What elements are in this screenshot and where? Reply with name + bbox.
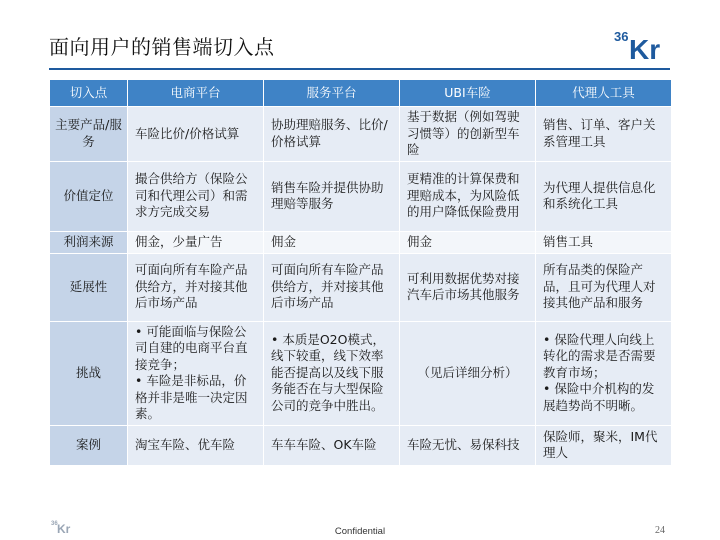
table-cell [400, 321, 536, 425]
table-cell: 销售工具 [536, 231, 672, 253]
table-cell: 车险无忧、易保科技 [400, 425, 536, 465]
table-row [50, 321, 672, 425]
table-row [50, 253, 672, 321]
column-header: 服务平台 [264, 80, 400, 107]
column-header: 电商平台 [128, 80, 264, 107]
confidential-label: Confidential [334, 526, 386, 537]
table-cell: 为代理人提供信息化和系统化工具 [536, 161, 672, 231]
footer-logo-digits: 36 [51, 521, 58, 527]
title-underline [49, 68, 670, 70]
table-cell: 佣金 [264, 231, 400, 253]
table-cell: 佣金 [400, 231, 536, 253]
row-label: 挑战 [50, 321, 128, 425]
challenge-point: （见后详细分析） [417, 364, 518, 380]
challenge-point: • 车险是非标品，价格并非是唯一决定因素。 [135, 373, 248, 421]
challenge-point: • 保险中介机构的发展趋势尚不明晰。 [543, 381, 655, 413]
table-row [50, 425, 672, 465]
table-cell: 保险师，聚米，IM代理人 [536, 425, 672, 465]
slide-title: 面向用户的销售端切入点 [49, 35, 275, 59]
table-cell [536, 321, 672, 425]
table-cell [128, 321, 264, 425]
table-cell: 所有品类的保险产品，且可为代理人对接其他产品和服务 [536, 253, 672, 321]
row-label: 价值定位 [50, 161, 128, 231]
column-header: 切入点 [50, 80, 128, 107]
table-cell [264, 321, 400, 425]
table-cell: 车车车险、OK车险 [264, 425, 400, 465]
row-label: 案例 [50, 425, 128, 465]
challenge-point: • 保险代理人向线上转化的需求是否需要教育市场； [543, 331, 656, 380]
table-cell: 销售、订单、客户关系管理工具 [536, 107, 672, 162]
table-cell: 协助理赔服务、比价/价格试算 [264, 107, 400, 162]
table-body [50, 107, 672, 466]
page-number: 24 [655, 525, 665, 536]
table-row [50, 161, 672, 231]
column-header: 代理人工具 [536, 80, 672, 107]
challenge-point: • 本质是O2O模式，线下较重，线下效率能否提高以及线下服务能否在与大型保险公司的竞争中胜出。 [271, 331, 385, 413]
row-label: 延展性 [50, 253, 128, 321]
column-header: UBI车险 [400, 80, 536, 107]
table-cell: 撮合供给方（保险公司和代理公司）和需求方完成交易 [128, 161, 264, 231]
table-row [50, 107, 672, 162]
36kr-logo [612, 27, 678, 61]
table-cell: 可利用数据优势对接汽车后市场其他服务 [400, 253, 536, 321]
table-cell: 可面向所有车险产品供给方，并对接其他后市场产品 [264, 253, 400, 321]
table-cell: 淘宝车险、优车险 [128, 425, 264, 465]
logo-letters: Kr [629, 34, 661, 61]
logo-digits: 36 [614, 29, 629, 44]
table-row [50, 231, 672, 253]
table-cell: 车险比价/价格试算 [128, 107, 264, 162]
table-cell: 可面向所有车险产品供给方，并对接其他后市场产品 [128, 253, 264, 321]
table-cell: 销售车险并提供协助理赔等服务 [264, 161, 400, 231]
table-cell: 佣金，少量广告 [128, 231, 264, 253]
table-cell: 基于数据（例如驾驶习惯等）的创新型车险 [400, 107, 536, 162]
header-row [50, 80, 672, 107]
challenge-point: • 可能面临与保险公司自建的电商平台直接竞争； [135, 323, 248, 372]
row-label: 主要产品/服务 [50, 107, 128, 162]
table-cell: 更精准的计算保费和理赔成本，为风险低的用户降低保险费用 [400, 161, 536, 231]
footer-logo-letters: Kr [57, 522, 71, 533]
entry-point-table [49, 79, 672, 466]
row-label: 利润来源 [50, 231, 128, 253]
